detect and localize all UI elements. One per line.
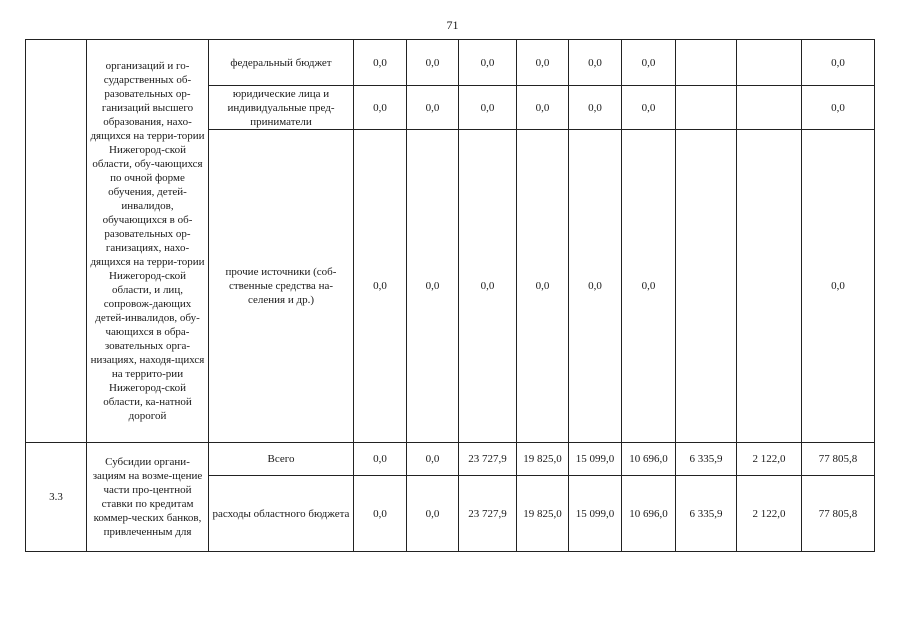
- table-row: [26, 443, 875, 476]
- value-cell: 0,0: [622, 86, 676, 130]
- program-description: Субсидии органи-зациям на возме-щение части про-центной ставки по кредитам коммер-ческих банков, привлеченным для: [87, 443, 209, 552]
- value-cell: 0,0: [407, 86, 459, 130]
- value-cell: 0,0: [622, 130, 676, 443]
- value-cell: 0,0: [354, 476, 407, 552]
- value-cell: 0,0: [354, 443, 407, 476]
- value-cell: 0,0: [622, 40, 676, 86]
- value-cell: 23 727,9: [459, 443, 517, 476]
- value-cell: 0,0: [517, 86, 569, 130]
- row-number-cell: [26, 40, 87, 443]
- program-description: организаций и го-сударственных об-разовательных ор-ганизаций высшего образования, нахо-дящихся на терри-тории Нижегород-ской области, обу-чающихся по очной форме обучения, детей-инвалидов, обучающихся в об-разовательных ор-ганизациях, нахо-дящихся на терри-тории Нижегород-ской области, и лиц, сопровож-дающих детей-инвалидов, обу-чающихся в обра-зовательных орга-низациях, находя-щихся на террито-рии Нижегород-ской области, ка-натной дорогой: [87, 40, 209, 443]
- value-cell: [676, 40, 737, 86]
- value-cell: 15 099,0: [569, 443, 622, 476]
- value-cell: [676, 130, 737, 443]
- value-cell: 0,0: [459, 40, 517, 86]
- total-cell: 0,0: [802, 40, 875, 86]
- row-number-cell: 3.3: [26, 443, 87, 552]
- source-label: прочие источники (соб-ственные средства на-селения и др.): [209, 130, 354, 443]
- value-cell: 10 696,0: [622, 443, 676, 476]
- value-cell: 0,0: [569, 40, 622, 86]
- value-cell: [737, 40, 802, 86]
- value-cell: 0,0: [407, 476, 459, 552]
- value-cell: 0,0: [517, 130, 569, 443]
- value-cell: 0,0: [569, 130, 622, 443]
- total-cell: 0,0: [802, 86, 875, 130]
- value-cell: 23 727,9: [459, 476, 517, 552]
- value-cell: 0,0: [407, 130, 459, 443]
- value-cell: 0,0: [354, 130, 407, 443]
- table-row: [26, 40, 875, 86]
- value-cell: 0,0: [407, 40, 459, 86]
- value-cell: 0,0: [459, 130, 517, 443]
- value-cell: 0,0: [569, 86, 622, 130]
- source-label: юридические лица и индивидуальные пред-приниматели: [209, 86, 354, 130]
- value-cell: 0,0: [459, 86, 517, 130]
- source-label: расходы областного бюджета: [209, 476, 354, 552]
- total-cell: 0,0: [802, 130, 875, 443]
- value-cell: 15 099,0: [569, 476, 622, 552]
- total-cell: 77 805,8: [802, 476, 875, 552]
- value-cell: 0,0: [354, 40, 407, 86]
- value-cell: 19 825,0: [517, 476, 569, 552]
- value-cell: 2 122,0: [737, 476, 802, 552]
- value-cell: 10 696,0: [622, 476, 676, 552]
- value-cell: 6 335,9: [676, 443, 737, 476]
- value-cell: 0,0: [517, 40, 569, 86]
- value-cell: 0,0: [407, 443, 459, 476]
- source-label: федеральный бюджет: [209, 40, 354, 86]
- source-label: Всего: [209, 443, 354, 476]
- value-cell: [737, 130, 802, 443]
- value-cell: 19 825,0: [517, 443, 569, 476]
- value-cell: [737, 86, 802, 130]
- budget-table: [25, 39, 875, 552]
- value-cell: 2 122,0: [737, 443, 802, 476]
- value-cell: 0,0: [354, 86, 407, 130]
- page-number: 71: [446, 18, 459, 32]
- value-cell: [676, 86, 737, 130]
- value-cell: 6 335,9: [676, 476, 737, 552]
- total-cell: 77 805,8: [802, 443, 875, 476]
